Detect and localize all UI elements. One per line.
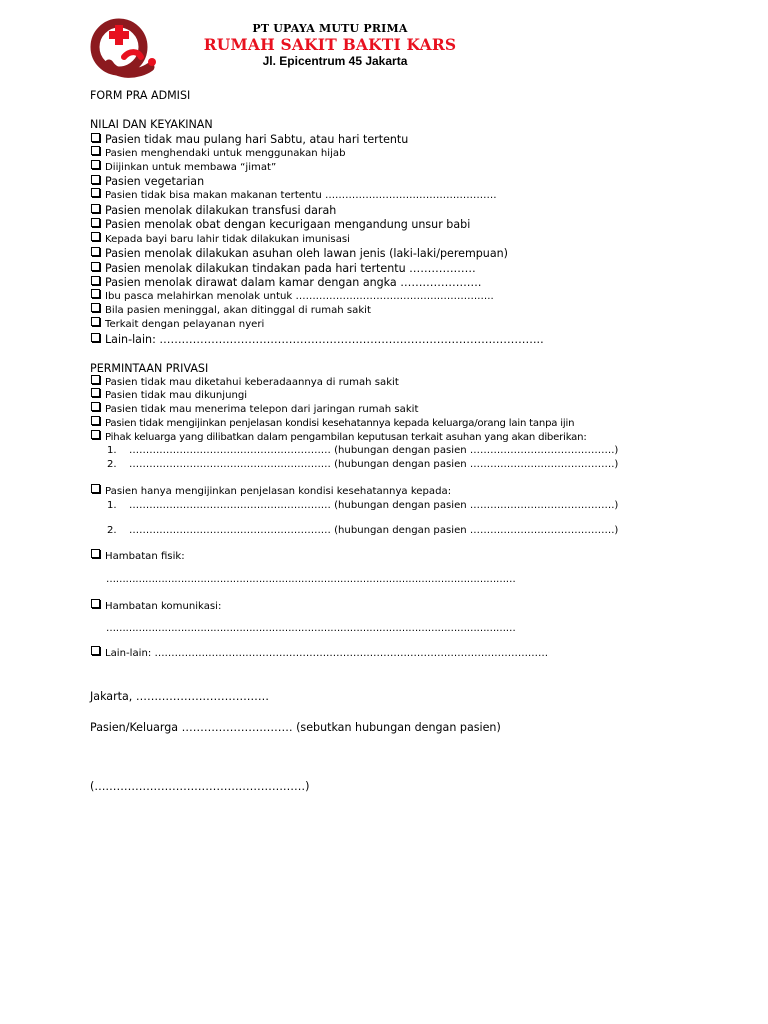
explain-line-2[interactable]: 2. …………………………………………………… (hubungan dengan pasien …………………………………….): [107, 525, 619, 536]
checkbox-icon[interactable]: [91, 204, 100, 213]
signer-line[interactable]: Pasien/Keluarga ………………………… (sebutkan hubungan dengan pasien): [90, 721, 501, 734]
checkbox-icon[interactable]: [91, 388, 100, 397]
checkbox-item[interactable]: Lain-lain: …………………………………………………………………………………………..: [91, 333, 544, 347]
physical-barrier-line[interactable]: ………………………………………………………………………………………………………………: [106, 574, 516, 585]
checkbox-icon[interactable]: [91, 188, 100, 197]
section-title-privacy: PERMINTAAN PRIVASI: [90, 362, 209, 375]
checkbox-item[interactable]: Pasien tidak bisa makan makanan tertentu ……………………………………………: [91, 189, 497, 203]
checkbox-item[interactable]: Terkait dengan pelayanan nyeri: [91, 318, 264, 332]
checkbox-icon[interactable]: [91, 262, 100, 271]
checkbox-item[interactable]: Pasien vegetarian: [91, 175, 204, 189]
checkbox-icon[interactable]: [91, 549, 100, 558]
checkbox-icon[interactable]: [91, 333, 100, 342]
checkbox-icon[interactable]: [91, 247, 100, 256]
checkbox-item[interactable]: Pasien tidak mau diketahui keberadaannya di rumah sakit: [91, 376, 399, 390]
checkbox-icon[interactable]: [91, 146, 100, 155]
checkbox-item[interactable]: Bila pasien meninggal, akan ditinggal di rumah sakit: [91, 304, 371, 318]
checkbox-item[interactable]: Diijinkan untuk membawa “jimat”: [91, 161, 276, 175]
checkbox-icon[interactable]: [91, 133, 100, 142]
checkbox-icon[interactable]: [91, 599, 100, 608]
checkbox-icon[interactable]: [91, 175, 100, 184]
checkbox-item[interactable]: Pasien menolak dilakukan tindakan pada hari tertentu ………………: [91, 262, 476, 276]
checkbox-item[interactable]: Pasien tidak mengijinkan penjelasan kondisi kesehatannya kepada keluarga/orang lain tanpa ijin: [91, 417, 574, 431]
checkbox-item[interactable]: Pasien menolak dilakukan transfusi darah: [91, 204, 336, 218]
checkbox-icon[interactable]: [91, 218, 100, 227]
checkbox-item[interactable]: Pasien menghendaki untuk menggunakan hijab: [91, 147, 346, 161]
signature-line[interactable]: (…………………………………………………): [90, 780, 310, 793]
checkbox-item[interactable]: Pasien menolak obat dengan kecurigaan mengandung unsur babi: [91, 218, 470, 232]
company-name: PT UPAYA MUTU PRIMA: [252, 22, 408, 35]
checkbox-item[interactable]: Pasien menolak dilakukan asuhan oleh lawan jenis (laki-laki/perempuan): [91, 247, 508, 261]
family-line-1[interactable]: 1. …………………………………………………… (hubungan dengan pasien …………………………………….): [107, 445, 619, 456]
place-date[interactable]: Jakarta, ………………………………: [90, 690, 269, 703]
checkbox-icon[interactable]: [91, 232, 100, 241]
checkbox-icon[interactable]: [91, 375, 100, 384]
checkbox-item[interactable]: Lain-lain: ………………………………………………………………………………………………………: [91, 647, 548, 661]
checkbox-item[interactable]: Kepada bayi baru lahir tidak dilakukan imunisasi: [91, 233, 350, 247]
checkbox-item[interactable]: Ibu pasca melahirkan menolak untuk …………………………………………………..: [91, 290, 494, 304]
hospital-address: Jl. Epicentrum 45 Jakarta: [262, 54, 408, 68]
checkbox-item[interactable]: Pasien menolak dirawat dalam kamar dengan angka ………………….: [91, 276, 481, 290]
checkbox-icon[interactable]: [91, 276, 100, 285]
checkbox-icon[interactable]: [91, 646, 100, 655]
checkbox-icon[interactable]: [91, 160, 100, 169]
communication-barrier-line[interactable]: ………………………………………………………………………………………………………………: [106, 623, 516, 634]
family-line-2[interactable]: 2. …………………………………………………… (hubungan dengan pasien …………………………………….): [107, 459, 619, 470]
checkbox-icon[interactable]: [91, 402, 100, 411]
checkbox-item[interactable]: Hambatan fisik:: [91, 550, 185, 564]
explain-line-1[interactable]: 1. …………………………………………………… (hubungan dengan pasien …………………………………….): [107, 500, 619, 511]
checkbox-item[interactable]: Pasien tidak mau menerima telepon dari jaringan rumah sakit: [91, 403, 418, 417]
form-title: FORM PRA ADMISI: [90, 89, 191, 102]
checkbox-icon[interactable]: [91, 317, 100, 326]
section-title-values: NILAI DAN KEYAKINAN: [90, 118, 213, 131]
checkbox-item[interactable]: Hambatan komunikasi:: [91, 600, 221, 614]
checkbox-icon[interactable]: [91, 416, 100, 425]
checkbox-icon[interactable]: [91, 430, 100, 439]
checkbox-icon[interactable]: [91, 289, 100, 298]
checkbox-item[interactable]: Pasien tidak mau dikunjungi: [91, 389, 247, 403]
checkbox-icon[interactable]: [91, 484, 100, 493]
checkbox-item[interactable]: Pasien tidak mau pulang hari Sabtu, atau hari tertentu: [91, 133, 408, 147]
hospital-logo: [84, 17, 162, 81]
hospital-name: RUMAH SAKIT BAKTI KARS: [203, 35, 457, 54]
checkbox-item[interactable]: Pasien hanya mengijinkan penjelasan kondisi kesehatannya kepada:: [91, 485, 451, 499]
checkbox-icon[interactable]: [91, 303, 100, 312]
checkbox-item[interactable]: Pihak keluarga yang dilibatkan dalam pengambilan keputusan terkait asuhan yang akan diberikan:: [91, 431, 587, 445]
